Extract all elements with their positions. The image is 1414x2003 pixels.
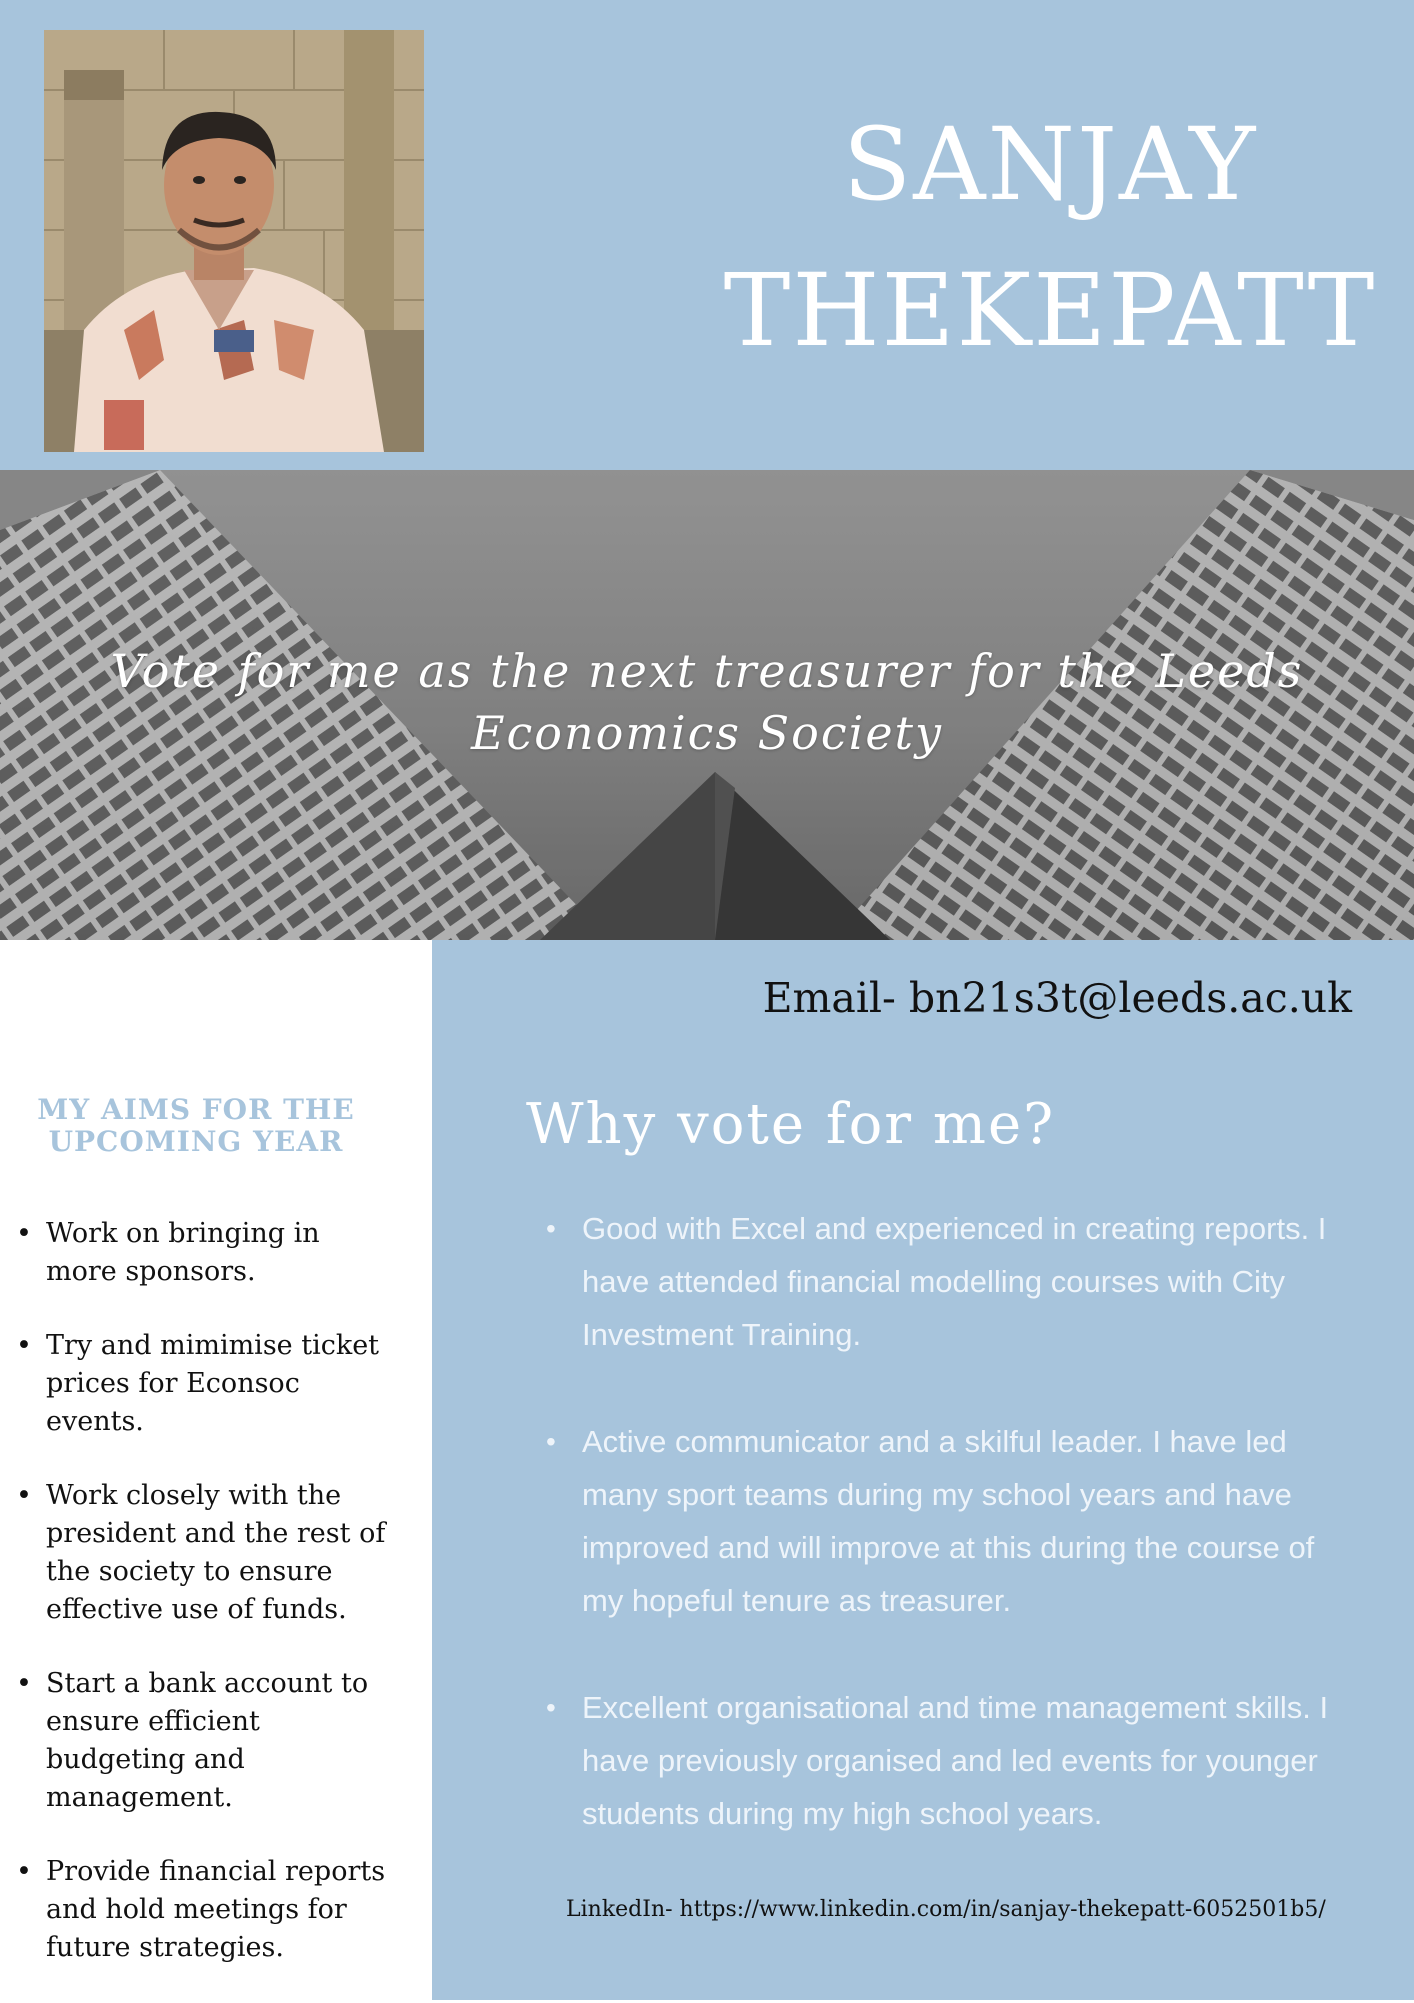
aims-item: • Try and mimimise ticket prices for Econsoc events. bbox=[16, 1327, 396, 1441]
why-item: • Excellent organisational and time management skills. I have previously organised and led events for younger students during my high school years. bbox=[546, 1681, 1346, 1840]
candidate-name bbox=[700, 92, 1400, 384]
email-address: Email- bn21s3t@leeds.ac.uk bbox=[762, 974, 1352, 1022]
aims-item: • Provide financial reports and hold meetings for future strategies. bbox=[16, 1853, 396, 1967]
why-list bbox=[546, 1202, 1346, 1894]
why-item: • Active communicator and a skilful leader. I have led many sport teams during my school years and have improved and will improve at this during the course of my hopeful tenure as treasurer. bbox=[546, 1415, 1346, 1627]
tagline-line-2: Economics Society bbox=[470, 706, 944, 760]
name-first: SANJAY bbox=[842, 106, 1258, 223]
aims-heading-line-2: UPCOMING YEAR bbox=[48, 1125, 344, 1158]
aims-heading bbox=[20, 1094, 372, 1158]
aims-heading-line-1: MY AIMS FOR THE bbox=[37, 1093, 355, 1126]
aims-item: • Start a bank account to ensure efficient budgeting and management. bbox=[16, 1665, 396, 1817]
tagline bbox=[80, 640, 1334, 764]
aims-item: • Work closely with the president and the rest of the society to ensure effective use of funds. bbox=[16, 1477, 396, 1629]
profile-photo bbox=[44, 30, 424, 452]
tagline-line-1: Vote for me as the next treasurer for the Leeds bbox=[110, 644, 1304, 698]
why-item: • Good with Excel and experienced in creating reports. I have attended financial modelling courses with City Investment Training. bbox=[546, 1202, 1346, 1361]
linkedin-link[interactable]: LinkedIn- https://www.linkedin.com/in/sanjay-thekepatt-6052501b5/ bbox=[566, 1897, 1326, 1922]
aims-item: • Work on bringing in more sponsors. bbox=[16, 1215, 396, 1291]
aims-list bbox=[16, 1215, 396, 2003]
why-heading: Why vote for me? bbox=[526, 1092, 1056, 1157]
name-last: THEKEPATT bbox=[723, 252, 1377, 369]
